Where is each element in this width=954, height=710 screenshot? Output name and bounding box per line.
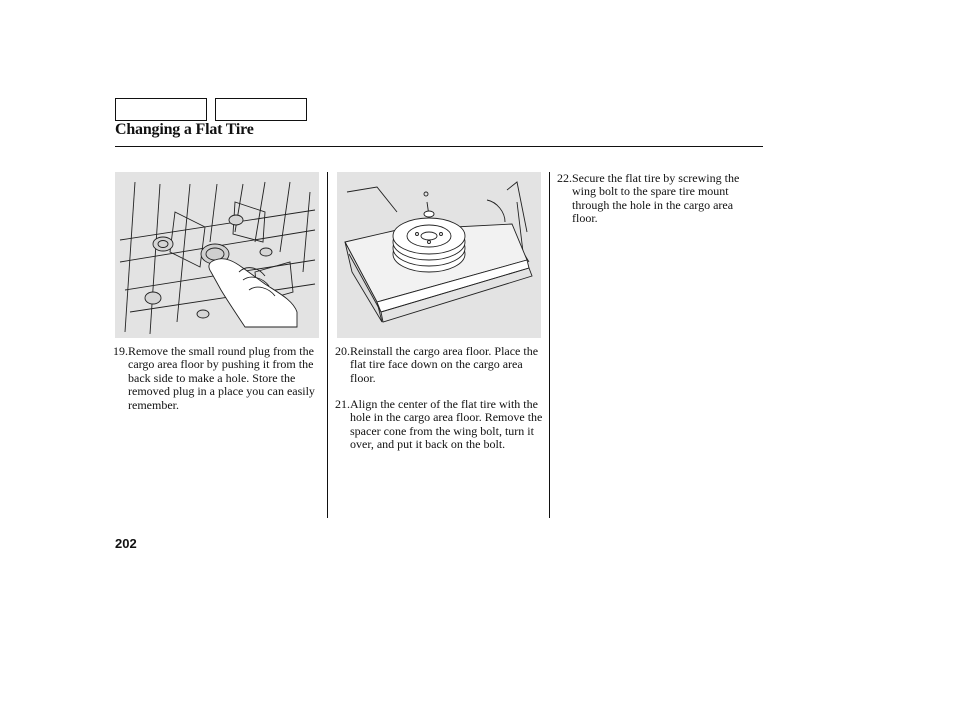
- step-22-text: Secure the flat tire by screwing the wing bolt to the spare tire mount through the hole in the cargo area floor.: [572, 171, 740, 226]
- step-19-number: 19.: [113, 344, 128, 358]
- plug-removal-drawing: [115, 172, 319, 338]
- column-divider-1: [327, 172, 328, 518]
- page-title: Changing a Flat Tire: [115, 121, 254, 138]
- step-20: [335, 345, 545, 385]
- step-20-number: 20.: [335, 344, 350, 358]
- step-22: [557, 172, 757, 226]
- cargo-tire-illustration: [337, 172, 541, 338]
- step-22-number: 22.: [557, 171, 572, 185]
- step-21: [335, 398, 545, 452]
- step-20-text: Reinstall the cargo area floor. Place the flat tire face down on the cargo area floor.: [350, 344, 539, 385]
- step-21-text: Align the center of the flat tire with the hole in the cargo area floor. Remove the spacer cone from the wing bolt, turn it over, and put it back on the bolt.: [350, 397, 543, 452]
- plug-removal-illustration: [115, 172, 319, 338]
- title-rule: [115, 146, 763, 147]
- section-tab-box-2: [215, 98, 307, 121]
- cargo-tire-drawing: [337, 172, 541, 338]
- step-19-text: Remove the small round plug from the cargo area floor by pushing it from the back side to make a hole. Store the removed plug in a place you can easily remember.: [128, 344, 315, 412]
- column-divider-2: [549, 172, 550, 518]
- section-tab-box-1: [115, 98, 207, 121]
- step-19: [113, 345, 323, 412]
- step-21-number: 21.: [335, 397, 350, 411]
- page-number: 202: [115, 536, 137, 551]
